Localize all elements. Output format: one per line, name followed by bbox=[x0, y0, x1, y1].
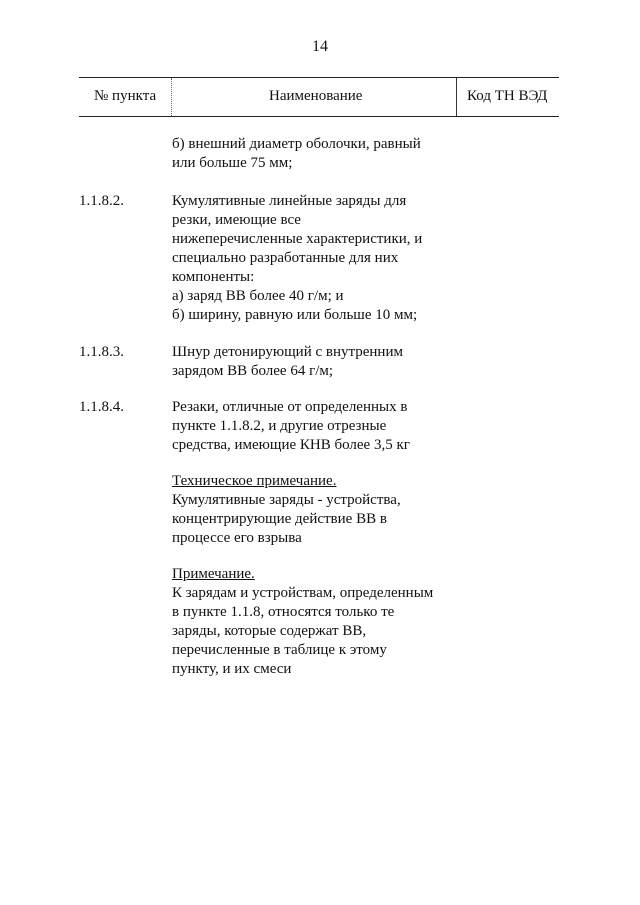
text-line: б) ширину, равную или больше 10 мм; bbox=[172, 307, 418, 323]
text-line: процессе его взрыва bbox=[172, 530, 302, 546]
technical-note-heading: Техническое примечание. bbox=[172, 473, 337, 489]
text-line: перечисленные в таблице к этому bbox=[172, 642, 387, 658]
text-line: Кумулятивные линейные заряды для bbox=[172, 193, 407, 209]
header-number: № пункта bbox=[94, 88, 157, 104]
entry-text bbox=[172, 398, 472, 455]
technical-note bbox=[172, 472, 472, 548]
entry-number: 1.1.8.4. bbox=[79, 399, 124, 415]
note bbox=[172, 565, 472, 679]
header-divider bbox=[171, 78, 172, 116]
text-line: К зарядам и устройствам, определенным bbox=[172, 585, 434, 601]
text-line: заряды, которые содержат ВВ, bbox=[172, 623, 367, 639]
entry-continuation-text bbox=[172, 135, 472, 173]
text-line: а) заряд ВВ более 40 г/м; и bbox=[172, 288, 344, 304]
entry-number: 1.1.8.3. bbox=[79, 344, 124, 360]
page-number: 14 bbox=[312, 38, 328, 55]
entry-text bbox=[172, 192, 472, 325]
text-line: зарядом ВВ более 64 г/м; bbox=[172, 363, 334, 379]
header-divider bbox=[456, 78, 457, 116]
text-line: в пункте 1.1.8, относятся только те bbox=[172, 604, 395, 620]
text-line: концентрирующие действие ВВ в bbox=[172, 511, 387, 527]
text-line: Кумулятивные заряды - устройства, bbox=[172, 492, 401, 508]
header-name: Наименование bbox=[269, 88, 363, 104]
header-code: Код ТН ВЭД bbox=[467, 88, 548, 104]
entry-number: 1.1.8.2. bbox=[79, 193, 124, 209]
text-line: пункте 1.1.8.2, и другие отрезные bbox=[172, 418, 387, 434]
text-line: резки, имеющие все bbox=[172, 212, 301, 228]
entry-text bbox=[172, 343, 472, 381]
text-line: Шнур детонирующий с внутренним bbox=[172, 344, 403, 360]
note-heading: Примечание. bbox=[172, 566, 255, 582]
text-line: средства, имеющие КНВ более 3,5 кг bbox=[172, 437, 410, 453]
text-line: или больше 75 мм; bbox=[172, 155, 293, 171]
table-header bbox=[79, 77, 559, 117]
text-line: б) внешний диаметр оболочки, равный bbox=[172, 136, 421, 152]
text-line: специально разработанные для них bbox=[172, 250, 399, 266]
text-line: Резаки, отличные от определенных в bbox=[172, 399, 408, 415]
text-line: компоненты: bbox=[172, 269, 255, 285]
text-line: нижеперечисленные характеристики, и bbox=[172, 231, 423, 247]
text-line: пункту, и их смеси bbox=[172, 661, 292, 677]
